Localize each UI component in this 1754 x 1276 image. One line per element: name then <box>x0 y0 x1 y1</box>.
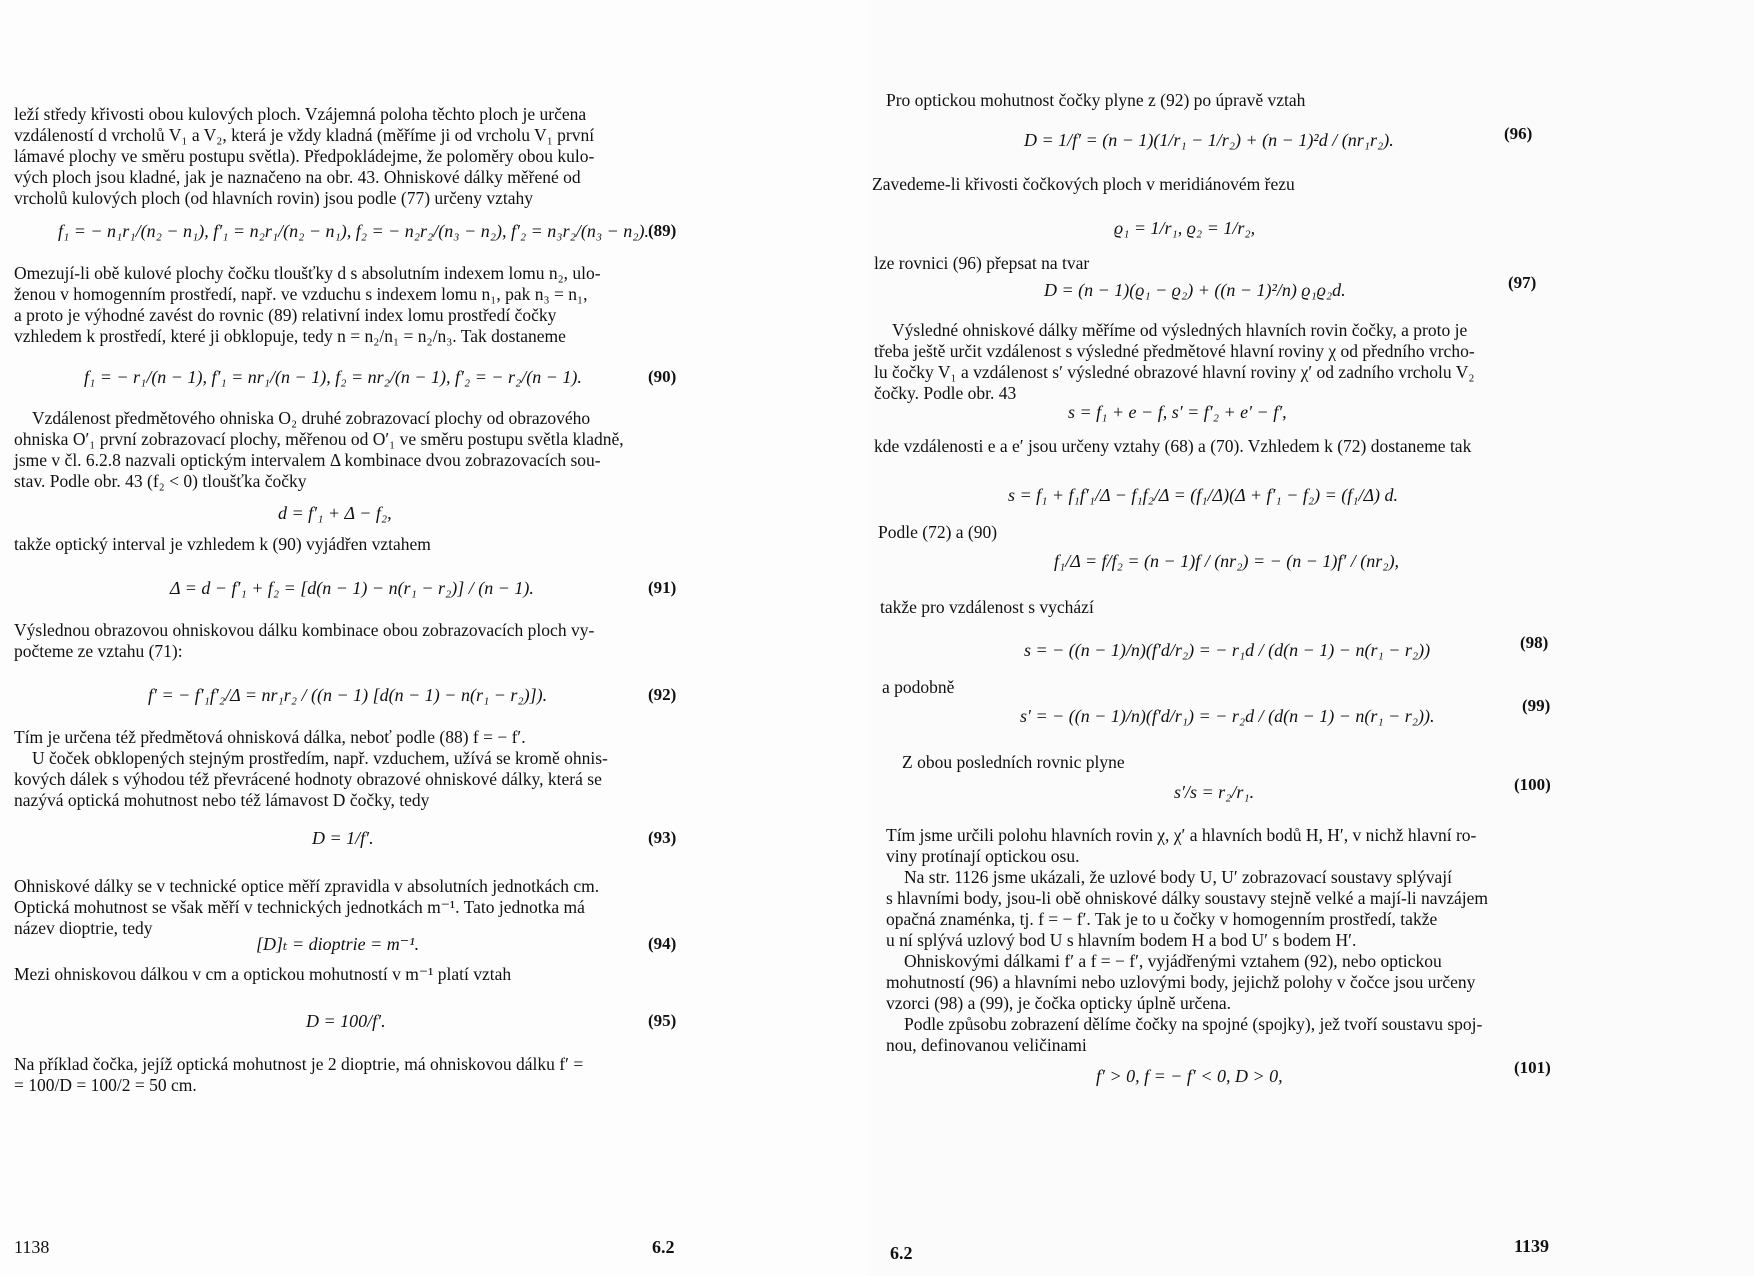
text-line: třeba ještě určit vzdálenost s výsledné předmětové hlavní roviny χ od předního vrcho- <box>874 341 1475 361</box>
text-line: ohniska O′₁ první zobrazovací plochy, měřenou od O′₁ ve směru postupu světla kladně, <box>14 429 624 449</box>
equation-89: f₁ = − n₁r₁/(n₂ − n₁), f′₁ = n₂r₁/(n₂ − n₁), f₂ = − n₂r₂/(n₃ − n₂), f′₂ = n₃r₂/(n₃ − n₂). <box>58 221 649 241</box>
text-line: vzorci (98) a (99), je čočka opticky úplně určena. <box>886 993 1231 1013</box>
text-line: mohutností (96) a hlavními nebo uzlovými body, jejichž polohy v čočce jsou určeny <box>886 972 1476 992</box>
equation-number-96: (96) <box>1504 124 1533 143</box>
text-line: Výslednou obrazovou ohniskovou dálku kombinace obou zobrazovacích ploch vy- <box>14 620 595 640</box>
equation-number-99: (99) <box>1522 696 1551 715</box>
left-paragraph-4 <box>14 534 679 555</box>
right-page <box>868 0 1754 1276</box>
equation-number-92: (92) <box>648 685 677 704</box>
text-line: Pro optickou mohutnost čočky plyne z (92) po úpravě vztah <box>886 90 1306 110</box>
equation-number-97: (97) <box>1508 273 1537 292</box>
equation-90: f₁ = − r₁/(n − 1), f′₁ = nr₁/(n − 1), f₂ = nr₂/(n − 1), f′₂ = − r₂/(n − 1). <box>84 367 582 387</box>
equation-number-100: (100) <box>1514 775 1551 794</box>
left-paragraph-7 <box>14 876 679 939</box>
text-line: nou, definovanou veličinami <box>886 1035 1087 1055</box>
text-line: s hlavními body, jsou-li obě ohniskové dálky soustavy stejně velké a mají-li navzájem <box>886 888 1489 908</box>
equation-number-90: (90) <box>648 367 677 386</box>
text-line: Omezují-li obě kulové plochy čočku tloušťky d s absolutním indexem lomu n₂, ulo- <box>14 263 601 283</box>
text-line: vrcholů kulových ploch (od hlavních rovin) jsou podle (77) určeny vztahy <box>14 188 534 208</box>
right-paragraph-9 <box>902 752 1542 773</box>
text-line: Podle způsobu zobrazení dělíme čočky na spojné (spojky), jež tvoří soustavu spoj- <box>904 1014 1483 1034</box>
page-number: 1138 <box>14 1237 50 1257</box>
equation-number-98: (98) <box>1520 633 1549 652</box>
text-line: název dioptrie, tedy <box>14 918 153 938</box>
equation-93: D = 1/f′. <box>312 828 374 848</box>
text-line: jsme v čl. 6.2.8 nazvali optickým intervalem Δ kombinace dvou zobrazovacích sou- <box>14 450 601 470</box>
equation-97: D = (n − 1)(ϱ₁ − ϱ₂) + ((n − 1)²/n) ϱ₁ϱ₂d. <box>1044 280 1346 300</box>
left-paragraph-5 <box>14 620 679 662</box>
text-line: leží středy křivosti obou kulových ploch. Vzájemná poloha těchto ploch je určena <box>14 104 587 124</box>
text-line: vzdáleností d vrcholů V₁ a V₂, která je vždy kladná (měříme ji od vrcholu V₁ první <box>14 125 595 145</box>
right-paragraph-2 <box>872 174 1532 195</box>
section-number: 6.2 <box>890 1243 913 1263</box>
equation-number-93: (93) <box>648 828 677 847</box>
text-line: čočky. Podle obr. 43 <box>874 383 1017 403</box>
text-line: Ohniskovými dálkami f′ a f = − f′, vyjádřenými vztahem (92), nebo optickou <box>904 951 1442 971</box>
text-line: počteme ze vztahu (71): <box>14 641 183 661</box>
text-line: Optická mohutnost se však měří v technických jednotkách m⁻¹. Tato jednotka má <box>14 897 585 917</box>
equation-101: f′ > 0, f = − f′ < 0, D > 0, <box>1096 1066 1283 1086</box>
text-line: a proto je výhodné zavést do rovnic (89) relativní index lomu prostředí čočky <box>14 305 557 325</box>
text-line: u ní splývá uzlový bod U s hlavním bodem H a bod U′ s bodem H′. <box>886 930 1357 950</box>
left-page <box>0 0 868 1276</box>
text-line: Vzdálenost předmětového ohniska O₂ druhé zobrazovací plochy od obrazového <box>32 408 591 428</box>
equation-number-94: (94) <box>648 934 677 953</box>
equation-91: Δ = d − f′₁ + f₂ = [d(n − 1) − n(r₁ − r₂)] / (n − 1). <box>170 578 534 598</box>
text-line: Na str. 1126 jsme ukázali, že uzlové body U, U′ zobrazovací soustavy splývají <box>904 867 1452 887</box>
equation-d: d = f′₁ + Δ − f₂, <box>278 503 392 523</box>
equation-s2: s = f₁ + f₁f′₁/Δ − f₁f₂/Δ = (f₁/Δ)(Δ + f′₁ − f₂) = (f₁/Δ) d. <box>1008 485 1399 505</box>
equation-100: s′/s = r₂/r₁. <box>1174 782 1255 802</box>
text-line: = 100/D = 100/2 = 50 cm. <box>14 1075 197 1095</box>
text-line: Podle (72) a (90) <box>878 522 998 542</box>
left-paragraph-1 <box>14 104 679 209</box>
equation-number-91: (91) <box>648 578 677 597</box>
text-line: U čoček obklopených stejným prostředím, např. vzduchem, užívá se kromě ohnis- <box>32 748 608 768</box>
text-line: Mezi ohniskovou dálkou v cm a optickou mohutností v m⁻¹ platí vztah <box>14 964 512 984</box>
equation-number-89: (89) <box>648 221 677 240</box>
page-number: 1139 <box>1514 1236 1550 1256</box>
equation-number-101: (101) <box>1514 1058 1551 1077</box>
equation-96: D = 1/f′ = (n − 1)(1/r₁ − 1/r₂) + (n − 1)²d / (nr₁r₂). <box>1024 130 1394 150</box>
equation-ratio: f₁/Δ = f/f₂ = (n − 1)f / (nr₂) = − (n − 1)f′ / (nr₂), <box>1054 551 1400 571</box>
text-line: lu čočky V₁ a vzdálenost s′ výsledné obrazové hlavní roviny χ′ od zadního vrcholu V₂ <box>874 362 1475 382</box>
text-line: ženou v homogenním prostředí, např. ve vzduchu s indexem lomu n₁, pak n₃ = n₁, <box>14 284 588 304</box>
left-paragraph-8 <box>14 964 679 985</box>
right-paragraph-4 <box>874 320 1550 404</box>
text-line: Tím je určena též předmětová ohnisková dálka, neboť podle (88) f = − f′. <box>14 727 526 747</box>
text-line: Výsledné ohniskové dálky měříme od výsledných hlavních rovin čočky, a proto je <box>892 320 1468 340</box>
text-line: Tím jsme určili polohu hlavních rovin χ, χ′ a hlavních bodů H, H′, v nichž hlavní ro- <box>886 825 1477 845</box>
text-line: vzhledem k prostředí, které ji obklopuje, tedy n = n₂/n₁ = n₂/n₃. Tak dostaneme <box>14 326 566 346</box>
equation-95: D = 100/f′. <box>306 1011 386 1031</box>
text-line: Z obou posledních rovnic plyne <box>902 752 1125 772</box>
equation-number-95: (95) <box>648 1011 677 1030</box>
text-line: takže optický interval je vzhledem k (90) vyjádřen vztahem <box>14 534 431 554</box>
text-line: stav. Podle obr. 43 (f₂ < 0) tloušťka čočky <box>14 471 307 491</box>
text-line: a podobně <box>882 677 955 697</box>
left-paragraph-9 <box>14 1054 679 1096</box>
equation-92: f′ = − f′₁f′₂/Δ = nr₁r₂ / ((n − 1) [d(n − 1) − n(r₁ − r₂)]). <box>148 685 548 705</box>
text-line: kde vzdálenosti e a e′ jsou určeny vztahy (68) a (70). Vzhledem k (72) dostaneme tak <box>874 436 1472 456</box>
text-line: opačná znaménka, tj. f = − f′. Tak je to u čočky v homogenním prostředí, takže <box>886 909 1438 929</box>
text-line: nazývá optická mohutnost nebo též lámavost D čočky, tedy <box>14 790 430 810</box>
text-line: vých ploch jsou kladné, jak je naznačeno na obr. 43. Ohniskové dálky měřené od <box>14 167 581 187</box>
left-paragraph-6 <box>14 727 679 811</box>
text-line: lámavé plochy ve směru postupu světla). Předpokládejme, že poloměry obou kulo- <box>14 146 595 166</box>
equation-98: s = − ((n − 1)/n)(f′d/r₂) = − r₁d / (d(n − 1) − n(r₁ − r₂)) <box>1024 640 1431 660</box>
right-paragraph-5 <box>874 436 1550 457</box>
left-paragraph-3 <box>14 408 679 492</box>
right-paragraph-1 <box>886 90 1546 111</box>
text-line: Ohniskové dálky se v technické optice měří zpravidla v absolutních jednotkách cm. <box>14 876 600 896</box>
right-paragraph-6 <box>878 522 1538 543</box>
text-line: takže pro vzdálenost s vychází <box>880 597 1094 617</box>
equation-rho: ϱ₁ = 1/r₁, ϱ₂ = 1/r₂, <box>1114 218 1256 238</box>
left-paragraph-2 <box>14 263 679 347</box>
section-number: 6.2 <box>652 1237 675 1257</box>
equation-99: s′ = − ((n − 1)/n)(f′d/r₁) = − r₂d / (d(n − 1) − n(r₁ − r₂)). <box>1020 706 1435 726</box>
equation-s: s = f₁ + e − f, s′ = f′₂ + e′ − f′, <box>1068 402 1287 422</box>
right-paragraph-8 <box>882 677 1542 698</box>
text-line: Na příklad čočka, jejíž optická mohutnost je 2 dioptrie, má ohniskovou dálku f′ = <box>14 1054 584 1074</box>
text-line: viny protínají optickou osu. <box>886 846 1080 866</box>
right-paragraph-3 <box>874 253 1534 274</box>
text-line: lze rovnici (96) přepsat na tvar <box>874 253 1090 273</box>
right-paragraph-10 <box>886 825 1562 1056</box>
equation-94: [D]ₜ = dioptrie = m⁻¹. <box>256 934 420 954</box>
right-paragraph-7 <box>880 597 1540 618</box>
text-line: Zavedeme-li křivosti čočkových ploch v meridiánovém řezu <box>872 174 1295 194</box>
text-line: kových dálek s výhodou též převrácené hodnoty obrazové ohniskové dálky, která se <box>14 769 602 789</box>
